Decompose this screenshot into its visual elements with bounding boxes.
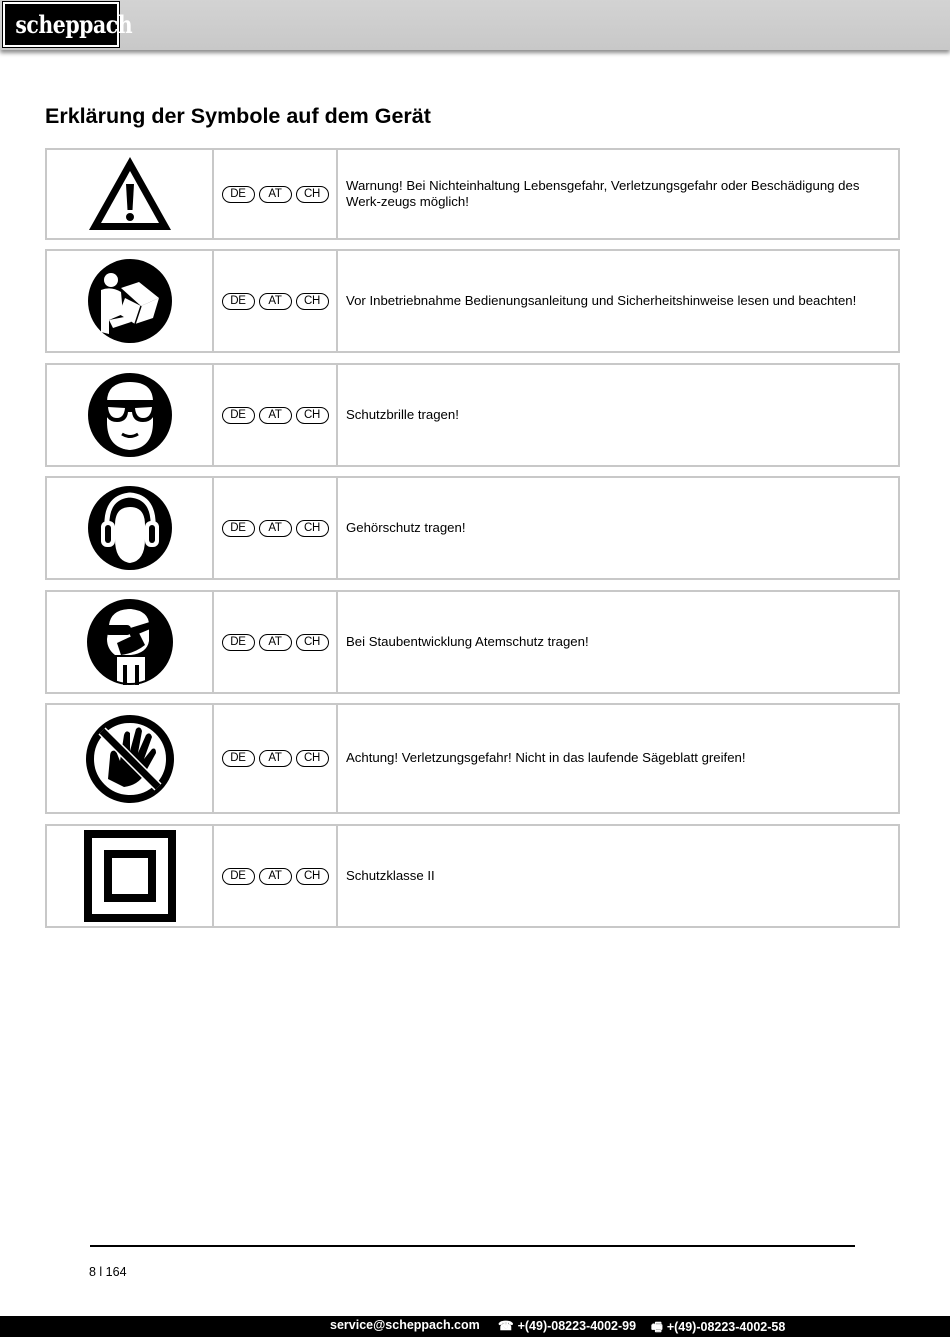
symbol-cell [47, 592, 214, 692]
symbol-cell [47, 705, 214, 812]
ear-protection-icon [87, 485, 173, 571]
header-band [0, 0, 950, 50]
description-text: Warnung! Bei Nichteinhaltung Lebensgefahr, Verletzungsgefahr oder Beschädigung des Werk-zeugs möglich! [346, 177, 860, 209]
language-cell [214, 592, 338, 692]
page-number: 8 l 164 [89, 1265, 127, 1279]
language-cell [214, 150, 338, 238]
symbol-cell [47, 150, 214, 238]
lang-badge-at: AT [259, 293, 292, 310]
footer-phone [498, 1318, 636, 1333]
lang-badge-ch: CH [296, 520, 329, 537]
description-cell [338, 251, 898, 351]
phone-icon: ☎ [498, 1319, 514, 1333]
lang-badge-at: AT [259, 750, 292, 767]
lang-badge-ch: CH [296, 868, 329, 885]
protection-class-2-icon [84, 830, 176, 922]
footer-bar [0, 1316, 950, 1337]
description-cell [338, 150, 898, 238]
phone-number: +(49)-08223-4002-99 [517, 1319, 637, 1333]
lang-badge-ch: CH [296, 750, 329, 767]
symbol-cell [47, 478, 214, 578]
lang-badge-de: DE [222, 634, 255, 651]
lang-badge-ch: CH [296, 293, 329, 310]
description-text: Achtung! Verletzungsgefahr! Nicht in das laufende Sägeblatt greifen! [346, 750, 746, 766]
warning-triangle-icon [86, 154, 174, 234]
description-cell [338, 365, 898, 465]
read-manual-icon [87, 258, 173, 344]
language-cell [214, 478, 338, 578]
fax-icon: 🖷 [651, 1320, 663, 1334]
lang-badge-de: DE [222, 750, 255, 767]
symbol-row [45, 824, 900, 928]
no-hands-icon [84, 713, 176, 805]
lang-badge-de: DE [222, 520, 255, 537]
lang-badge-at: AT [259, 634, 292, 651]
symbol-row [45, 249, 900, 353]
language-cell [214, 826, 338, 926]
symbol-cell [47, 365, 214, 465]
lang-badge-de: DE [222, 407, 255, 424]
description-cell [338, 705, 898, 812]
page-title: Erklärung der Symbole auf dem Gerät [45, 104, 431, 128]
lang-badge-at: AT [259, 868, 292, 885]
language-cell [214, 365, 338, 465]
lang-badge-ch: CH [296, 407, 329, 424]
lang-badge-at: AT [259, 186, 292, 203]
respirator-icon [87, 599, 173, 685]
lang-badge-de: DE [222, 186, 255, 203]
description-cell [338, 826, 898, 926]
description-text: Schutzklasse II [346, 867, 435, 883]
lang-badge-de: DE [222, 868, 255, 885]
footer-rule [90, 1245, 855, 1247]
lang-badge-ch: CH [296, 186, 329, 203]
symbol-row [45, 703, 900, 814]
lang-badge-at: AT [259, 520, 292, 537]
lang-badge-ch: CH [296, 634, 329, 651]
description-text: Vor Inbetriebnahme Bedienungsanleitung und Sicherheitshinweise lesen und beachten! [346, 292, 857, 308]
symbol-cell [47, 251, 214, 351]
symbol-cell [47, 826, 214, 926]
safety-goggles-icon [87, 372, 173, 458]
footer-fax [651, 1318, 785, 1337]
language-cell [214, 705, 338, 812]
description-cell [338, 592, 898, 692]
description-text: Bei Staubentwicklung Atemschutz tragen! [346, 633, 589, 649]
lang-badge-at: AT [259, 407, 292, 424]
footer-email[interactable]: service@scheppach.com [330, 1318, 480, 1332]
description-cell [338, 478, 898, 578]
symbol-row [45, 363, 900, 467]
lang-badge-de: DE [222, 293, 255, 310]
symbol-row [45, 476, 900, 580]
symbol-row [45, 148, 900, 240]
description-text: Schutzbrille tragen! [346, 406, 459, 422]
symbol-row [45, 590, 900, 694]
language-cell [214, 251, 338, 351]
description-text: Gehörschutz tragen! [346, 519, 466, 535]
scheppach-logo: scheppach [3, 2, 119, 47]
fax-number: +(49)-08223-4002-58 [666, 1320, 786, 1334]
